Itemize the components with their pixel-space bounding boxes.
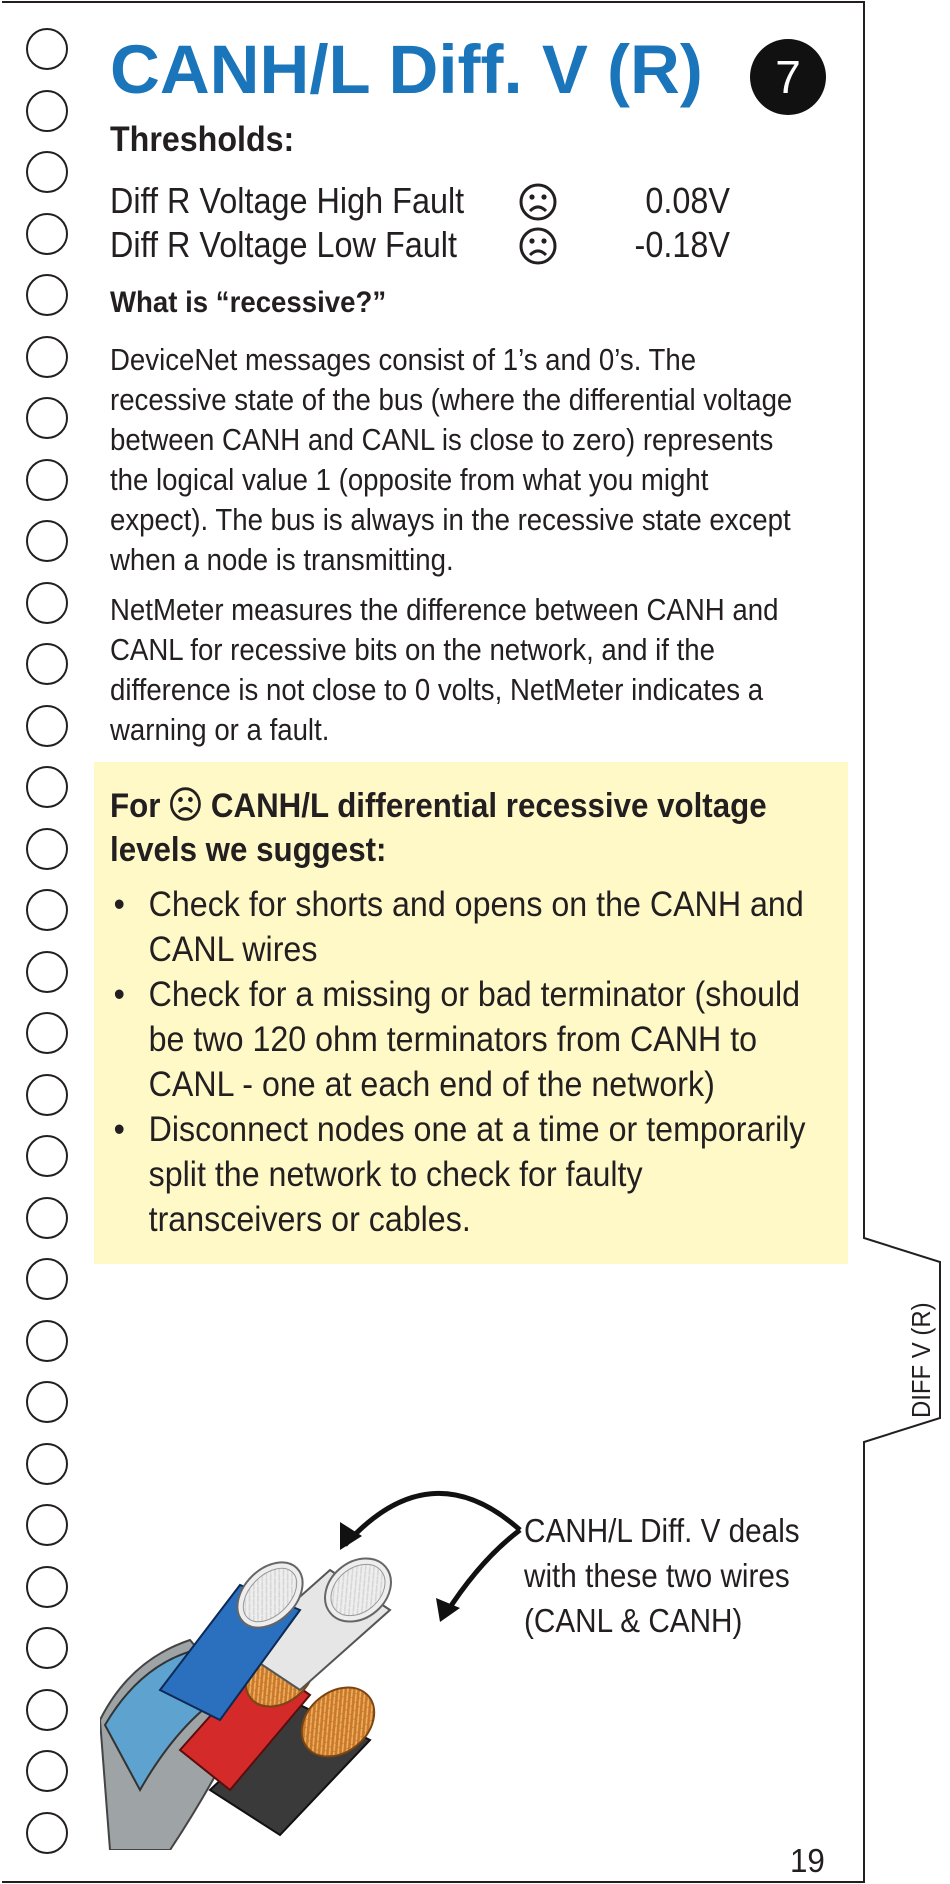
binding-ring <box>26 213 68 255</box>
section-tab-label: DIFF V (R) <box>906 1302 936 1418</box>
step-number-badge: 7 <box>750 39 826 115</box>
bullet-icon: • <box>113 1110 125 1149</box>
binding-ring <box>26 828 68 870</box>
binding-ring <box>26 705 68 747</box>
suggestions-heading <box>110 784 782 872</box>
binding-ring <box>26 28 68 70</box>
binding-ring <box>26 1504 68 1546</box>
recessive-heading: What is “recessive?” <box>110 286 387 319</box>
binding-ring <box>26 582 68 624</box>
binding-ring <box>26 520 68 562</box>
binding-ring <box>26 274 68 316</box>
binding-ring <box>26 151 68 193</box>
bullet-icon: • <box>113 975 125 1014</box>
binding-ring <box>26 1443 68 1485</box>
binding-ring <box>26 1689 68 1731</box>
binding-ring <box>26 1258 68 1300</box>
binding-ring <box>26 643 68 685</box>
page-title: CANH/L Diff. V (R) <box>110 31 703 108</box>
binding-ring <box>26 1566 68 1608</box>
list-item: • Disconnect nodes one at a time or temporarily split the network to check for faulty transceivers or cables. <box>110 1107 809 1242</box>
suggestions-list <box>110 882 809 1242</box>
threshold-label: Diff R Voltage Low Fault <box>110 224 457 265</box>
binding-ring <box>26 397 68 439</box>
binding-ring <box>26 889 68 931</box>
suggestions-heading-text: CANH/L differential recessive voltage levels we suggest: <box>110 787 767 869</box>
binding-ring <box>26 1012 68 1054</box>
binding-rings <box>26 28 72 1873</box>
threshold-row-low <box>110 224 730 266</box>
thresholds-heading: Thresholds: <box>110 120 295 159</box>
list-item: • Check for a missing or bad terminator (should be two 120 ohm terminators from CANH to CANL - one at each end of the network) <box>110 972 809 1107</box>
illustration-caption: CANH/L Diff. V deals with these two wires (CANL & CANH) <box>524 1512 800 1639</box>
sad-face-icon <box>169 786 202 822</box>
binding-ring <box>26 90 68 132</box>
threshold-value: -0.18V <box>634 224 730 265</box>
threshold-value: 0.08V <box>645 180 730 221</box>
threshold-label: Diff R Voltage High Fault <box>110 180 465 221</box>
page-number: 19 <box>790 1842 825 1879</box>
binding-ring <box>26 766 68 808</box>
binding-ring <box>26 1074 68 1116</box>
suggestions-callout <box>94 762 848 1264</box>
netmeter-paragraph: NetMeter measures the difference between CANH and CANL for recessive bits on the network, and if the difference is not close to 0 volts, NetMeter indicates a warning or a fault. <box>110 593 779 747</box>
binding-ring <box>26 336 68 378</box>
bullet-icon: • <box>113 885 125 924</box>
binding-ring <box>26 1627 68 1669</box>
binding-ring <box>26 459 68 501</box>
binding-ring <box>26 1381 68 1423</box>
binding-ring <box>26 1197 68 1239</box>
binding-ring <box>26 1320 68 1362</box>
recessive-paragraph: DeviceNet messages consist of 1’s and 0’s. The recessive state of the bus (where the differential voltage between CANH and CANL is close to zero) represents the logical value 1 (opposite from what you might expect). The bus is always in the recessive state except when a node is transmitting. <box>110 343 793 577</box>
binding-ring <box>26 1812 68 1854</box>
list-item: • Check for shorts and opens on the CANH and CANL wires <box>110 882 809 972</box>
binding-ring <box>26 1750 68 1792</box>
suggestions-heading-prefix: For <box>110 787 161 825</box>
binding-ring <box>26 1135 68 1177</box>
binding-ring <box>26 951 68 993</box>
threshold-row-high <box>110 180 730 222</box>
cable-illustration <box>100 1490 540 1850</box>
